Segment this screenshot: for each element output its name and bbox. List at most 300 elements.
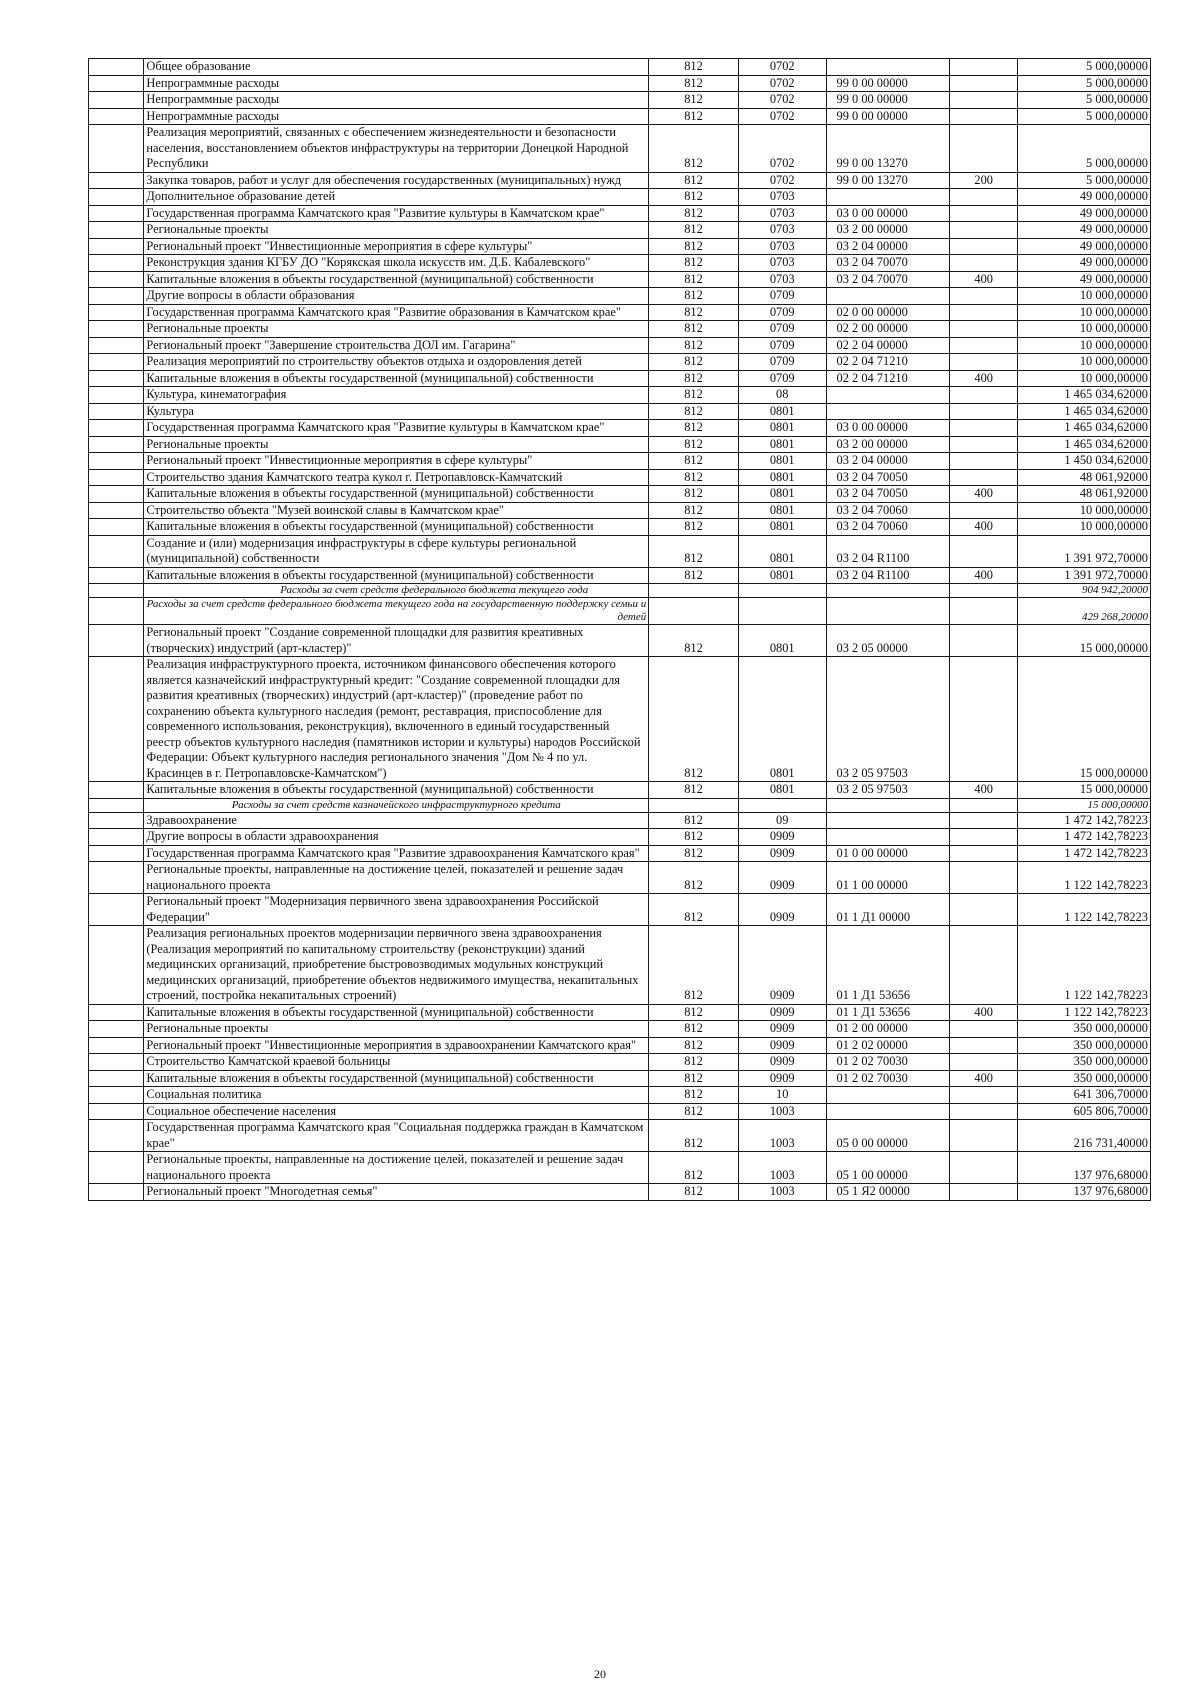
- section-code-cell: 0709: [738, 354, 826, 371]
- row-name-cell: Региональные проекты: [144, 436, 649, 453]
- row-blank-cell: [89, 59, 144, 76]
- section-code-cell: 0702: [738, 75, 826, 92]
- expense-type-cell: [950, 845, 1018, 862]
- amount-cell: 5 000,00000: [1017, 92, 1150, 109]
- section-code-cell: 0801: [738, 535, 826, 567]
- dept-code-cell: 812: [649, 288, 739, 305]
- dept-code-cell: 812: [649, 519, 739, 536]
- row-blank-cell: [89, 403, 144, 420]
- amount-cell: 137 976,68000: [1017, 1184, 1150, 1201]
- note-row: [89, 584, 1151, 598]
- dept-code-cell: 812: [649, 1004, 739, 1021]
- target-article-cell: 99 0 00 00000: [826, 75, 950, 92]
- section-code-cell: 0702: [738, 59, 826, 76]
- row-blank-cell: [89, 75, 144, 92]
- section-code-cell: 0709: [738, 321, 826, 338]
- row-name-cell: Другие вопросы в области образования: [144, 288, 649, 305]
- expense-type-cell: [950, 75, 1018, 92]
- table-row: [89, 238, 1151, 255]
- row-blank-cell: [89, 926, 144, 1005]
- amount-cell: 49 000,00000: [1017, 271, 1150, 288]
- section-code-cell: 0709: [738, 304, 826, 321]
- row-blank-cell: [89, 1184, 144, 1201]
- target-article-cell: 02 2 04 00000: [826, 337, 950, 354]
- row-blank-cell: [89, 657, 144, 782]
- expense-type-cell: [950, 1087, 1018, 1104]
- table-row: [89, 812, 1151, 829]
- table-row: [89, 1070, 1151, 1087]
- expense-type-cell: [950, 420, 1018, 437]
- amount-cell: 15 000,00000: [1017, 782, 1150, 799]
- section-code-cell: 0703: [738, 271, 826, 288]
- row-blank-cell: [89, 354, 144, 371]
- amount-cell: 10 000,00000: [1017, 370, 1150, 387]
- table-row: [89, 59, 1151, 76]
- target-article-cell: 03 2 00 00000: [826, 436, 950, 453]
- expense-type-cell: [950, 584, 1018, 598]
- dept-code-cell: 812: [649, 657, 739, 782]
- table-row: [89, 337, 1151, 354]
- table-row: [89, 172, 1151, 189]
- section-code-cell: 0801: [738, 567, 826, 584]
- row-name-cell: Реконструкция здания КГБУ ДО "Корякская школа искусств им. Д.Б. Кабалевского": [144, 255, 649, 272]
- row-blank-cell: [89, 1120, 144, 1152]
- row-blank-cell: [89, 584, 144, 598]
- dept-code-cell: 812: [649, 271, 739, 288]
- dept-code-cell: 812: [649, 59, 739, 76]
- row-blank-cell: [89, 1152, 144, 1184]
- expense-type-cell: [950, 288, 1018, 305]
- row-blank-cell: [89, 238, 144, 255]
- target-article-cell: [826, 288, 950, 305]
- dept-code-cell: 812: [649, 1021, 739, 1038]
- row-name-cell: Реализация региональных проектов модернизации первичного звена здравоохранения (Реализация мероприятий по капитальному строительству (реконструкции) зданий медицинских организаций, приобретение быстровозводимых модульных конструкций медицинских организаций, приобретение объектов недвижимого имущества, некапитальных строений, постройка некапитальных строений): [144, 926, 649, 1005]
- dept-code-cell: 812: [649, 625, 739, 657]
- row-blank-cell: [89, 1037, 144, 1054]
- row-blank-cell: [89, 222, 144, 239]
- section-code-cell: 0909: [738, 862, 826, 894]
- amount-cell: 15 000,00000: [1017, 657, 1150, 782]
- dept-code-cell: 812: [649, 75, 739, 92]
- expense-type-cell: 400: [950, 782, 1018, 799]
- table-row: [89, 486, 1151, 503]
- row-blank-cell: [89, 567, 144, 584]
- expense-type-cell: 400: [950, 1004, 1018, 1021]
- dept-code-cell: 812: [649, 354, 739, 371]
- row-name-cell: Капитальные вложения в объекты государственной (муниципальной) собственности: [144, 370, 649, 387]
- section-code-cell: 0909: [738, 1004, 826, 1021]
- row-name-cell: Региональные проекты, направленные на достижение целей, показателей и решение задач национального проекта: [144, 1152, 649, 1184]
- dept-code-cell: 812: [649, 370, 739, 387]
- row-blank-cell: [89, 1054, 144, 1071]
- section-code-cell: 0703: [738, 205, 826, 222]
- target-article-cell: 01 1 00 00000: [826, 862, 950, 894]
- target-article-cell: 05 0 00 00000: [826, 1120, 950, 1152]
- dept-code-cell: 812: [649, 222, 739, 239]
- amount-cell: 1 465 034,62000: [1017, 420, 1150, 437]
- dept-code-cell: 812: [649, 1070, 739, 1087]
- dept-code-cell: 812: [649, 486, 739, 503]
- dept-code-cell: 812: [649, 502, 739, 519]
- section-code-cell: 0703: [738, 222, 826, 239]
- row-name-cell: Расходы за счет средств федерального бюджета текущего года: [144, 584, 649, 598]
- target-article-cell: 03 2 05 00000: [826, 625, 950, 657]
- amount-cell: 15 000,00000: [1017, 798, 1150, 812]
- row-name-cell: Капитальные вложения в объекты государственной (муниципальной) собственности: [144, 1004, 649, 1021]
- target-article-cell: 01 1 Д1 53656: [826, 926, 950, 1005]
- amount-cell: 1 122 142,78223: [1017, 1004, 1150, 1021]
- expense-type-cell: [950, 502, 1018, 519]
- amount-cell: 10 000,00000: [1017, 321, 1150, 338]
- amount-cell: 1 472 142,78223: [1017, 845, 1150, 862]
- table-row: [89, 926, 1151, 1005]
- amount-cell: 216 731,40000: [1017, 1120, 1150, 1152]
- row-blank-cell: [89, 1087, 144, 1104]
- target-article-cell: [826, 1087, 950, 1104]
- row-name-cell: Здравоохранение: [144, 812, 649, 829]
- row-name-cell: Региональные проекты: [144, 222, 649, 239]
- row-blank-cell: [89, 387, 144, 404]
- amount-cell: 605 806,70000: [1017, 1103, 1150, 1120]
- dept-code-cell: 812: [649, 453, 739, 470]
- amount-cell: 641 306,70000: [1017, 1087, 1150, 1104]
- section-code-cell: 0909: [738, 845, 826, 862]
- target-article-cell: [826, 1103, 950, 1120]
- row-blank-cell: [89, 321, 144, 338]
- amount-cell: 49 000,00000: [1017, 189, 1150, 206]
- row-blank-cell: [89, 453, 144, 470]
- row-name-cell: Реализация инфраструктурного проекта, источником финансового обеспечения которого является казначейский инфраструктурный кредит: "Создание современной площадки для развития креативных (творческих) индустрий (арт-кластер)" (проведение работ по сохранению объекта культурного наследия (ремонт, реставрация, приспособление для современного использования, реконструкция), включенного в единый государственный реестр объектов культурного наследия (памятников истории и культуры) народов Российской Федерации: Объект культурного наследия регионального значения "Дом № 4 по ул. Красинцев в г. Петропавловске-Камчатском"): [144, 657, 649, 782]
- expense-type-cell: [950, 1152, 1018, 1184]
- expense-type-cell: [950, 469, 1018, 486]
- expense-type-cell: [950, 255, 1018, 272]
- dept-code-cell: 812: [649, 1054, 739, 1071]
- table-row: [89, 436, 1151, 453]
- dept-code-cell: 812: [649, 845, 739, 862]
- row-blank-cell: [89, 845, 144, 862]
- dept-code-cell: 812: [649, 926, 739, 1005]
- row-blank-cell: [89, 370, 144, 387]
- dept-code-cell: 812: [649, 321, 739, 338]
- row-name-cell: Расходы за счет средств казначейского инфраструктурного кредита: [144, 798, 649, 812]
- target-article-cell: 03 2 05 97503: [826, 657, 950, 782]
- row-blank-cell: [89, 1070, 144, 1087]
- dept-code-cell: 812: [649, 1152, 739, 1184]
- target-article-cell: [826, 403, 950, 420]
- row-name-cell: Реализация мероприятий по строительству объектов отдыха и оздоровления детей: [144, 354, 649, 371]
- expense-type-cell: [950, 1021, 1018, 1038]
- row-name-cell: Непрограммные расходы: [144, 92, 649, 109]
- expense-type-cell: [950, 238, 1018, 255]
- table-row: [89, 125, 1151, 173]
- target-article-cell: 03 0 00 00000: [826, 205, 950, 222]
- target-article-cell: [826, 584, 950, 598]
- dept-code-cell: 812: [649, 812, 739, 829]
- row-blank-cell: [89, 598, 144, 625]
- section-code-cell: 1003: [738, 1152, 826, 1184]
- row-name-cell: Региональные проекты, направленные на достижение целей, показателей и решение задач национального проекта: [144, 862, 649, 894]
- amount-cell: 1 465 034,62000: [1017, 436, 1150, 453]
- section-code-cell: 0909: [738, 1021, 826, 1038]
- amount-cell: 10 000,00000: [1017, 354, 1150, 371]
- target-article-cell: 03 2 04 R1100: [826, 567, 950, 584]
- row-blank-cell: [89, 812, 144, 829]
- table-row: [89, 1152, 1151, 1184]
- row-name-cell: Дополнительное образование детей: [144, 189, 649, 206]
- row-blank-cell: [89, 337, 144, 354]
- row-name-cell: Региональный проект "Инвестиционные мероприятия в здравоохранении Камчатского края": [144, 1037, 649, 1054]
- amount-cell: 5 000,00000: [1017, 75, 1150, 92]
- section-code-cell: 0909: [738, 829, 826, 846]
- expense-type-cell: 400: [950, 271, 1018, 288]
- expense-type-cell: [950, 92, 1018, 109]
- section-code-cell: 0801: [738, 436, 826, 453]
- table-row: [89, 453, 1151, 470]
- table-row: [89, 1054, 1151, 1071]
- dept-code-cell: 812: [649, 337, 739, 354]
- row-blank-cell: [89, 92, 144, 109]
- row-name-cell: Государственная программа Камчатского края "Социальная поддержка граждан в Камчатском крае": [144, 1120, 649, 1152]
- section-code-cell: [738, 598, 826, 625]
- expense-type-cell: [950, 862, 1018, 894]
- section-code-cell: 0702: [738, 108, 826, 125]
- row-name-cell: Региональный проект "Инвестиционные мероприятия в сфере культуры": [144, 453, 649, 470]
- row-name-cell: Реализация мероприятий, связанных с обеспечением жизнедеятельности и безопасности населения, восстановлением объектов инфраструктуры на территории Донецкой Народной Республики: [144, 125, 649, 173]
- table-row: [89, 1120, 1151, 1152]
- row-blank-cell: [89, 108, 144, 125]
- target-article-cell: 03 2 00 00000: [826, 222, 950, 239]
- dept-code-cell: 812: [649, 172, 739, 189]
- table-row: [89, 519, 1151, 536]
- target-article-cell: 02 2 00 00000: [826, 321, 950, 338]
- section-code-cell: 0702: [738, 125, 826, 173]
- dept-code-cell: 812: [649, 189, 739, 206]
- target-article-cell: 02 0 00 00000: [826, 304, 950, 321]
- section-code-cell: 0703: [738, 255, 826, 272]
- table-row: [89, 1184, 1151, 1201]
- section-code-cell: 0909: [738, 926, 826, 1005]
- section-code-cell: 08: [738, 387, 826, 404]
- table-row: [89, 1037, 1151, 1054]
- table-row: [89, 1021, 1151, 1038]
- expense-type-cell: [950, 189, 1018, 206]
- row-name-cell: Региональный проект "Многодетная семья": [144, 1184, 649, 1201]
- expense-type-cell: [950, 625, 1018, 657]
- amount-cell: 1 472 142,78223: [1017, 829, 1150, 846]
- dept-code-cell: 812: [649, 125, 739, 173]
- table-row: [89, 1004, 1151, 1021]
- table-row: [89, 403, 1151, 420]
- target-article-cell: [826, 598, 950, 625]
- table-row: [89, 1103, 1151, 1120]
- amount-cell: 10 000,00000: [1017, 288, 1150, 305]
- table-row: [89, 222, 1151, 239]
- table-row: [89, 288, 1151, 305]
- section-code-cell: 0801: [738, 453, 826, 470]
- dept-code-cell: 812: [649, 469, 739, 486]
- expense-type-cell: [950, 657, 1018, 782]
- amount-cell: 10 000,00000: [1017, 519, 1150, 536]
- table-row: [89, 205, 1151, 222]
- page-number: 20: [594, 1667, 606, 1681]
- section-code-cell: 0709: [738, 288, 826, 305]
- table-row: [89, 469, 1151, 486]
- expense-type-cell: [950, 304, 1018, 321]
- row-blank-cell: [89, 798, 144, 812]
- note-row: [89, 598, 1151, 625]
- row-blank-cell: [89, 1021, 144, 1038]
- target-article-cell: 99 0 00 13270: [826, 172, 950, 189]
- target-article-cell: 01 2 02 70030: [826, 1070, 950, 1087]
- section-code-cell: 0909: [738, 1070, 826, 1087]
- target-article-cell: 03 2 04 70050: [826, 486, 950, 503]
- amount-cell: 350 000,00000: [1017, 1021, 1150, 1038]
- amount-cell: 49 000,00000: [1017, 205, 1150, 222]
- row-blank-cell: [89, 420, 144, 437]
- table-row: [89, 829, 1151, 846]
- table-row: [89, 321, 1151, 338]
- amount-cell: 10 000,00000: [1017, 337, 1150, 354]
- expense-type-cell: [950, 1054, 1018, 1071]
- section-code-cell: 0702: [738, 172, 826, 189]
- amount-cell: 48 061,92000: [1017, 486, 1150, 503]
- target-article-cell: [826, 798, 950, 812]
- row-blank-cell: [89, 172, 144, 189]
- amount-cell: 10 000,00000: [1017, 502, 1150, 519]
- section-code-cell: 0709: [738, 337, 826, 354]
- expense-type-cell: 200: [950, 172, 1018, 189]
- expense-type-cell: 400: [950, 1070, 1018, 1087]
- row-blank-cell: [89, 469, 144, 486]
- dept-code-cell: 812: [649, 782, 739, 799]
- amount-cell: 1 391 972,70000: [1017, 567, 1150, 584]
- table-row: [89, 894, 1151, 926]
- table-row: [89, 625, 1151, 657]
- section-code-cell: 0703: [738, 189, 826, 206]
- row-blank-cell: [89, 625, 144, 657]
- expense-type-cell: [950, 59, 1018, 76]
- amount-cell: 49 000,00000: [1017, 222, 1150, 239]
- section-code-cell: 0702: [738, 92, 826, 109]
- dept-code-cell: 812: [649, 1184, 739, 1201]
- target-article-cell: 03 2 04 70070: [826, 255, 950, 272]
- section-code-cell: [738, 798, 826, 812]
- target-article-cell: 03 2 04 00000: [826, 453, 950, 470]
- target-article-cell: [826, 59, 950, 76]
- section-code-cell: 0801: [738, 403, 826, 420]
- row-name-cell: Региональный проект "Инвестиционные мероприятия в сфере культуры": [144, 238, 649, 255]
- amount-cell: 1 122 142,78223: [1017, 862, 1150, 894]
- target-article-cell: 03 2 04 70050: [826, 469, 950, 486]
- budget-table: [88, 58, 1151, 1201]
- expense-type-cell: [950, 108, 1018, 125]
- dept-code-cell: [649, 598, 739, 625]
- expense-type-cell: 400: [950, 486, 1018, 503]
- amount-cell: 5 000,00000: [1017, 59, 1150, 76]
- expense-type-cell: [950, 222, 1018, 239]
- amount-cell: 48 061,92000: [1017, 469, 1150, 486]
- amount-cell: 15 000,00000: [1017, 625, 1150, 657]
- amount-cell: 5 000,00000: [1017, 172, 1150, 189]
- table-body: [89, 59, 1151, 1201]
- row-blank-cell: [89, 205, 144, 222]
- table-row: [89, 862, 1151, 894]
- row-name-cell: Государственная программа Камчатского края "Развитие культуры в Камчатском крае": [144, 205, 649, 222]
- target-article-cell: 03 2 04 70060: [826, 519, 950, 536]
- row-blank-cell: [89, 829, 144, 846]
- expense-type-cell: [950, 436, 1018, 453]
- dept-code-cell: 812: [649, 1087, 739, 1104]
- expense-type-cell: [950, 337, 1018, 354]
- section-code-cell: 09: [738, 812, 826, 829]
- row-name-cell: Строительство объекта "Музей воинской славы в Камчатском крае": [144, 502, 649, 519]
- dept-code-cell: 812: [649, 894, 739, 926]
- dept-code-cell: 812: [649, 420, 739, 437]
- row-name-cell: Региональные проекты: [144, 1021, 649, 1038]
- amount-cell: 1 391 972,70000: [1017, 535, 1150, 567]
- table-row: [89, 370, 1151, 387]
- section-code-cell: 0709: [738, 370, 826, 387]
- expense-type-cell: [950, 798, 1018, 812]
- dept-code-cell: 812: [649, 403, 739, 420]
- expense-type-cell: [950, 926, 1018, 1005]
- target-article-cell: 05 1 00 00000: [826, 1152, 950, 1184]
- row-name-cell: Культура, кинематография: [144, 387, 649, 404]
- row-blank-cell: [89, 125, 144, 173]
- target-article-cell: 03 2 04 00000: [826, 238, 950, 255]
- expense-type-cell: [950, 1037, 1018, 1054]
- dept-code-cell: 812: [649, 862, 739, 894]
- target-article-cell: 01 2 00 00000: [826, 1021, 950, 1038]
- amount-cell: 49 000,00000: [1017, 238, 1150, 255]
- section-code-cell: 0801: [738, 625, 826, 657]
- section-code-cell: 0909: [738, 1054, 826, 1071]
- row-name-cell: Капитальные вложения в объекты государственной (муниципальной) собственности: [144, 1070, 649, 1087]
- amount-cell: 429 268,20000: [1017, 598, 1150, 625]
- row-name-cell: Создание и (или) модернизация инфраструктуры в сфере культуры региональной (муниципальной) собственности: [144, 535, 649, 567]
- expense-type-cell: [950, 125, 1018, 173]
- expense-type-cell: 400: [950, 370, 1018, 387]
- expense-type-cell: 400: [950, 519, 1018, 536]
- target-article-cell: 02 2 04 71210: [826, 370, 950, 387]
- expense-type-cell: [950, 1103, 1018, 1120]
- expense-type-cell: [950, 354, 1018, 371]
- section-code-cell: 0801: [738, 486, 826, 503]
- row-blank-cell: [89, 502, 144, 519]
- target-article-cell: 03 2 05 97503: [826, 782, 950, 799]
- amount-cell: 10 000,00000: [1017, 304, 1150, 321]
- section-code-cell: 0801: [738, 519, 826, 536]
- row-name-cell: Непрограммные расходы: [144, 75, 649, 92]
- table-row: [89, 189, 1151, 206]
- section-code-cell: 1003: [738, 1184, 826, 1201]
- row-name-cell: Государственная программа Камчатского края "Развитие образования в Камчатском крае": [144, 304, 649, 321]
- table-row: [89, 75, 1151, 92]
- row-name-cell: Общее образование: [144, 59, 649, 76]
- amount-cell: 5 000,00000: [1017, 125, 1150, 173]
- amount-cell: 350 000,00000: [1017, 1054, 1150, 1071]
- amount-cell: 49 000,00000: [1017, 255, 1150, 272]
- row-name-cell: Государственная программа Камчатского края "Развитие здравоохранения Камчатского края": [144, 845, 649, 862]
- row-name-cell: Культура: [144, 403, 649, 420]
- row-blank-cell: [89, 189, 144, 206]
- expense-type-cell: [950, 812, 1018, 829]
- amount-cell: 350 000,00000: [1017, 1070, 1150, 1087]
- table-row: [89, 92, 1151, 109]
- section-code-cell: 0909: [738, 1037, 826, 1054]
- dept-code-cell: 812: [649, 238, 739, 255]
- row-name-cell: Социальное обеспечение населения: [144, 1103, 649, 1120]
